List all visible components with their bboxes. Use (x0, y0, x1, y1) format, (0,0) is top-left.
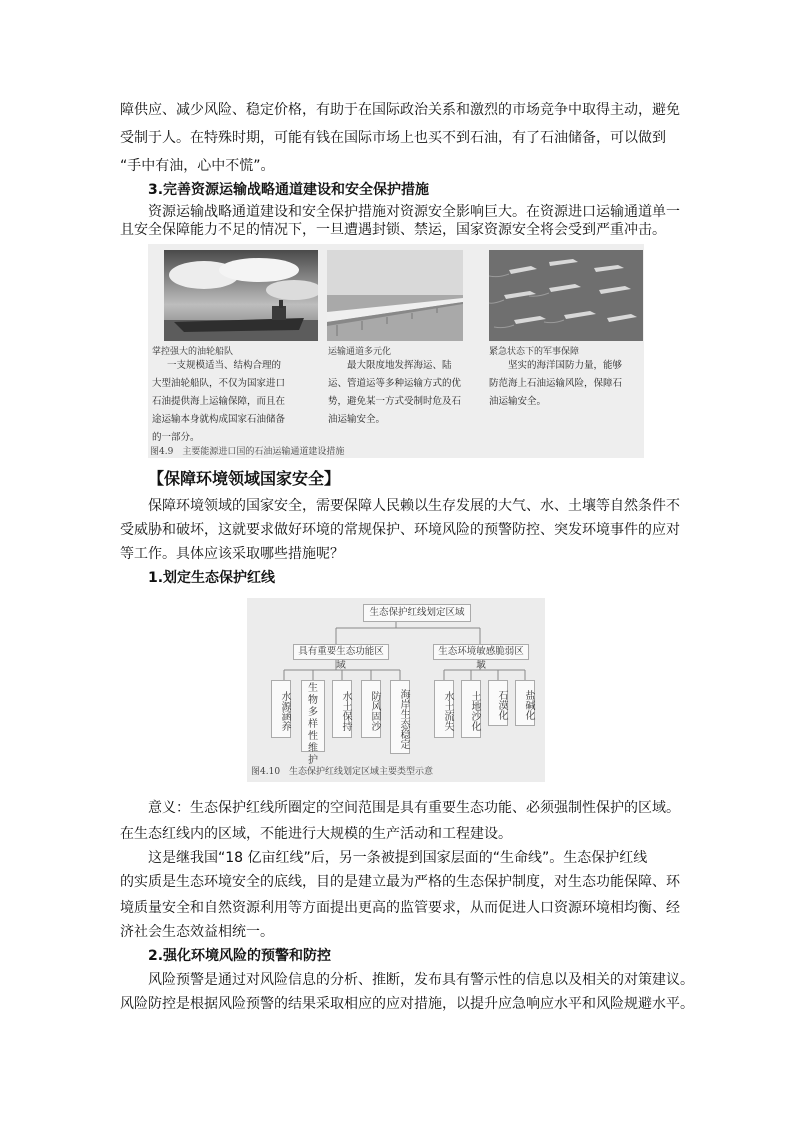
panel-desc-line: 途运输本身就构成国家石油储备 (152, 414, 286, 425)
panel-desc-line: 石油提供海上运输保障，而且在 (152, 396, 286, 407)
pipeline-photo (327, 250, 463, 341)
figure-4-9 (148, 244, 644, 458)
panel-desc-line: 油运输安全。 (328, 414, 386, 425)
panel-desc-line: 油运输安全。 (489, 396, 547, 407)
paragraph-line: 受威胁和破坏，这就要求做好环境的常规保护、环境风险的预警防控、突发环境事件的应对 (120, 522, 680, 538)
diagram-leaf-node: 防风固沙 (361, 680, 381, 738)
paragraph-line: 等工作。具体应该采取哪些措施呢？ (120, 546, 344, 562)
panel-caption: 紧急状态下的军事保障 (489, 347, 580, 357)
paragraph-line: 济社会生态效益相统一。 (120, 924, 274, 940)
paragraph-line: 意义：生态保护红线所圈定的空间范围是具有重要生态功能、必须强制性保护的区域。 (148, 800, 680, 816)
panel-desc-line: 防范海上石油运输风险，保障石 (489, 378, 623, 389)
paragraph-line: 风险预警是通过对风险信息的分析、推断，发布具有警示性的信息以及相关的对策建议。 (148, 972, 694, 988)
panel-caption: 运输通道多元化 (328, 347, 392, 357)
paragraph-line: 受制于人。在特殊时期，可能有钱在国际市场上也买不到石油，有了石油储备，可以做到 (120, 130, 666, 146)
figure-4-10 (247, 598, 545, 782)
figure-caption: 图4.10 生态保护红线划定区域主要类型示意 (251, 767, 434, 777)
diagram-leaf-node: 水源涵养 (271, 680, 291, 738)
diagram-branch-node: 具有重要生态功能区域 (293, 644, 389, 660)
tanker-photo (164, 250, 318, 341)
paragraph-line: 这是继我国“18 亿亩红线”后，另一条被提到国家层面的“生命线”。生态保护红线 (148, 850, 648, 866)
panel-desc-line: 的一部分。 (152, 432, 200, 443)
panel-desc-line: 坚实的海洋国防力量，能够 (508, 360, 623, 371)
paragraph-line: 且安全保障能力不足的情况下，一旦遭遇封锁、禁运，国家资源安全将会受到严重冲击。 (120, 222, 666, 238)
diagram-root-node: 生态保护红线划定区域 (363, 604, 471, 622)
paragraph-line: 障供应、减少风险、稳定价格，有助于在国际政治关系和激烈的市场竞争中取得主动，避免 (120, 102, 680, 118)
panel-caption: 掌控强大的油轮船队 (152, 347, 234, 357)
paragraph-line: 境质量安全和自然资源利用等方面提出更高的监管要求，从而促进人口资源环境相均衡、经 (120, 900, 680, 916)
paragraph-line: 资源运输战略通道建设和安全保护措施对资源安全影响巨大。在资源进口运输通道单一 (148, 204, 680, 220)
diagram-leaf-node: 土地沙化 (461, 680, 481, 738)
section-heading: 【保障环境领域国家安全】 (148, 469, 341, 488)
paragraph-line: 在生态红线内的区域，不能进行大规模的生产活动和工程建设。 (120, 826, 512, 842)
diagram-leaf-node: 石漠化 (488, 680, 508, 726)
paragraph-line: “手中有油，心中不慌”。 (120, 158, 275, 174)
navy-fleet-photo (489, 250, 643, 341)
paragraph-line: 的实质是生态环境安全的底线，目的是建立最为严格的生态保护制度，对生态功能保障、环 (120, 874, 680, 890)
paragraph-line: 风险防控是根据风险预警的结果采取相应的应对措施，以提升应急响应水平和风险规避水平。 (120, 996, 694, 1012)
panel-desc-line: 一支规模适当、结构合理的 (167, 360, 282, 371)
figure-caption: 图4.9 主要能源进口国的石油运输通道建设措施 (150, 447, 345, 457)
panel-desc-line: 运、管道运等多种运输方式的优 (328, 378, 462, 389)
panel-desc-line: 最大限度地发挥海运、陆 (347, 360, 452, 371)
diagram-leaf-node: 海岸生态稳定 (390, 680, 410, 754)
panel-desc-line: 大型油轮船队，不仅为国家进口 (152, 378, 286, 389)
diagram-leaf-node: 水土流失 (434, 680, 454, 738)
diagram-branch-node: 生态环境敏感脆弱区域 (433, 644, 529, 660)
panel-desc-line: 势，避免某一方式受制时危及石 (328, 396, 462, 407)
diagram-leaf-node: 水土保持 (332, 680, 352, 738)
subheading-2: 2.强化环境风险的预警和防控 (148, 948, 332, 964)
diagram-leaf-node: 生物多样性维护 (301, 680, 325, 752)
subheading-3: 3.完善资源运输战略通道建设和安全保护措施 (148, 182, 430, 198)
paragraph-line: 保障环境领域的国家安全，需要保障人民赖以生存发展的大气、水、土壤等自然条件不 (148, 498, 680, 514)
diagram-leaf-node: 盐碱化 (515, 680, 535, 726)
subheading-1: 1.划定生态保护红线 (148, 570, 276, 586)
